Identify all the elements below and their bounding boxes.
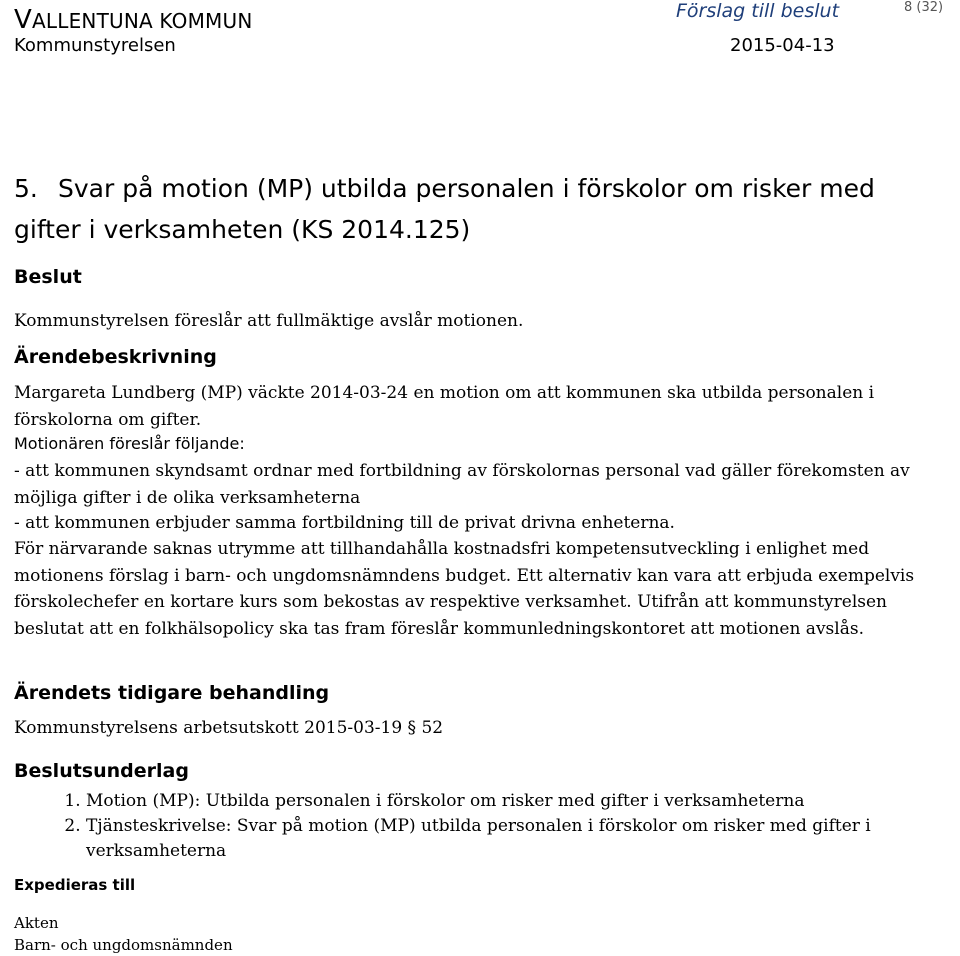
beslut-text: Kommunstyrelsen föreslår att fullmäktige avslår motionen. [14,311,524,331]
item-title: Svar på motion (MP) utbilda personalen i förskolor om risker med gifter i verksamheten (KS 2014.125) [14,174,875,244]
beslutsunderlag-list [14,789,960,864]
proposal-lead: Motionären föreslår följande: [14,434,245,453]
arendebeskrivning-intro: Margareta Lundberg (MP) väckte 2014-03-24 en motion om att kommunen ska utbilda personalen i förskolorna om gifter. [14,383,875,430]
page-number: 8 (32) [904,0,944,15]
section-heading-tidigare-behandling: Ärendets tidigare behandling [14,682,330,704]
recipient-item: Barn- och ungdomsnämnden [14,936,233,954]
beslutsunderlag-item: 2. Tjänsteskrivelse: Svar på motion (MP) utbilda personalen i förskolor om risker med gifter i verksamheterna [86,814,960,864]
assessment-text: För närvarande saknas utrymme att tillhandahålla kostnadsfri kompetensutveckling i enlighet med motionens förslag i barn- och ungdomsnämndens budget. Ett alternativ kan vara att erbjuda exempelvis förskolechefer en kortare kurs som bekostas av respektive verksamhet. Utifrån att kommunstyrelsen beslutat att en folkhälsopolicy ska tas fram föreslår kommunledningskontoret att motionen avslås. [14,539,915,639]
item-heading [14,168,914,250]
item-number: 5. [14,174,38,203]
proposal-point-1: - att kommunen skyndsamt ordnar med fortbildning av förskolornas personal vad gäller förekomsten av möjliga gifter i de olika verksamheterna [14,461,910,508]
recipient-item: Akten [14,914,59,932]
tidigare-behandling-text: Kommunstyrelsens arbetsutskott 2015-03-19 § 52 [14,718,444,738]
organization-name [14,5,253,35]
committee-name: Kommunstyrelsen [14,35,176,56]
beslutsunderlag-item: 1. Motion (MP): Utbilda personalen i förskolor om risker med gifter i verksamheterna [86,789,960,814]
proposal-point-2: - att kommunen erbjuder samma fortbildning till de privat drivna enheterna. [14,513,675,533]
recipient-list [14,912,233,956]
section-heading-beslutsunderlag: Beslutsunderlag [14,760,189,782]
section-heading-expedieras: Expedieras till [14,876,136,894]
document-status: Förslag till beslut [676,0,840,22]
organization-initial: V [14,5,32,35]
document-date: 2015-04-13 [730,35,835,56]
section-heading-beslut: Beslut [14,266,82,288]
organization-name-rest: ALLENTUNA KOMMUN [32,9,253,33]
section-heading-arendebeskrivning: Ärendebeskrivning [14,346,217,368]
